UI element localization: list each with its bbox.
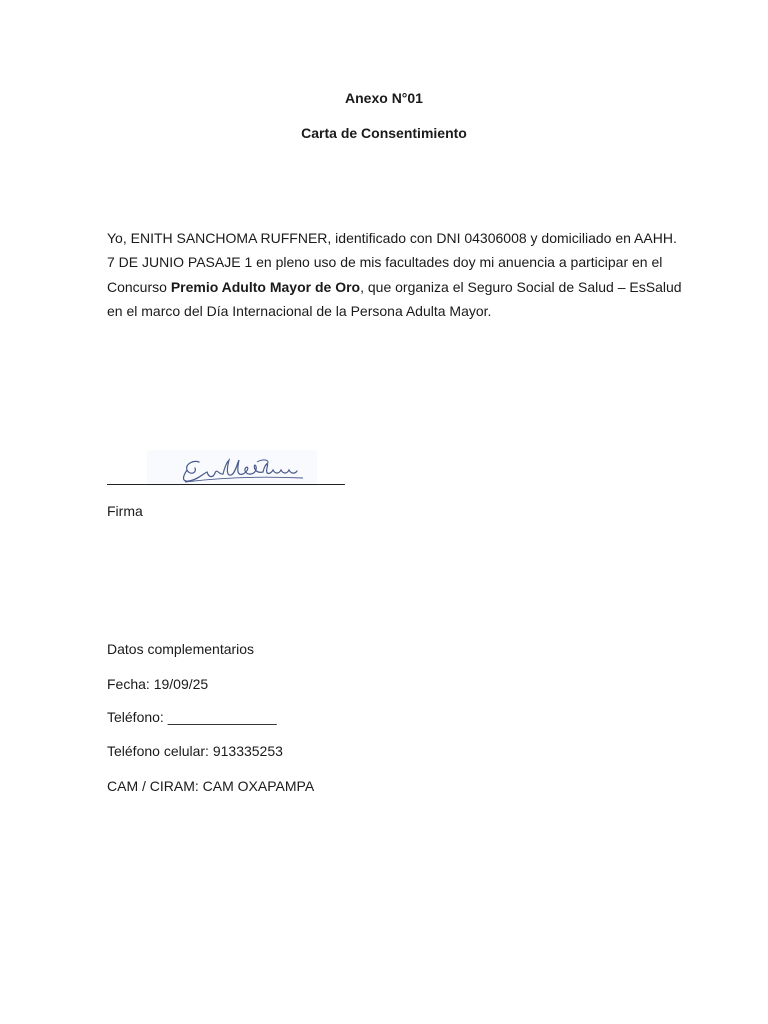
signature-label: Firma <box>107 503 143 519</box>
mobile-phone-field: Teléfono celular: 913335253 <box>107 743 283 759</box>
paragraph-line-3-end: , que organiza el Seguro Social de Salud – EsSalud <box>360 278 682 295</box>
phone-field: Teléfono: ______________ <box>107 709 277 725</box>
consent-paragraph <box>107 226 682 323</box>
contest-name: Premio Adulto Mayor de Oro <box>170 278 361 295</box>
document-subtitle: Carta de Consentimiento <box>301 125 467 141</box>
complementary-heading: Datos complementarios <box>107 641 255 657</box>
paragraph-line-2: 7 DE JUNIO PASAJE 1 en pleno uso de mis facultades doy mi anuencia a participar en el <box>107 254 663 271</box>
paragraph-line-3 <box>107 275 682 299</box>
paragraph-line-1: Yo, ENITH SANCHOMA RUFFNER, identificado con DNI 04306008 y domiciliado en AAHH. <box>107 230 677 246</box>
paragraph-line-4: en el marco del Día Internacional de la Persona Adulta Mayor. <box>107 302 492 319</box>
paragraph-line-3-start: Concurso <box>107 278 171 295</box>
document-title: Anexo N°01 <box>345 90 423 106</box>
signature-line <box>107 484 345 485</box>
date-field: Fecha: 19/09/25 <box>107 676 209 692</box>
cam-ciram-field: CAM / CIRAM: CAM OXAPAMPA <box>107 778 315 794</box>
